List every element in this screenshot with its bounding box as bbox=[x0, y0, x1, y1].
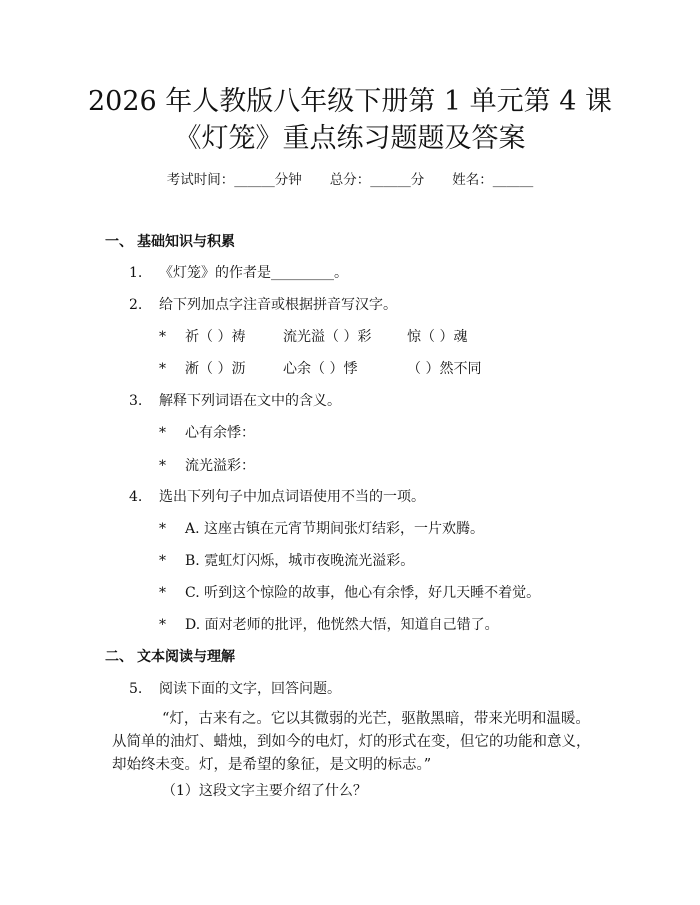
question-5-sub-1: （1）这段文字主要介绍了什么？ bbox=[162, 783, 367, 799]
question-5: 5. 阅读下面的文字，回答问题。 bbox=[129, 681, 341, 697]
question-3-item: * 流光溢彩： bbox=[159, 458, 255, 474]
section-heading: 一、 基础知识与积累 bbox=[105, 234, 235, 250]
exam-name: 姓名：______ bbox=[452, 172, 534, 188]
exam-time: 考试时间：______分钟 bbox=[166, 172, 302, 188]
question-4-option-c: * C. 听到这个惊险的故事，他心有余悸，好几天睡不着觉。 bbox=[159, 585, 541, 601]
question-4-option-a: * A. 这座古镇在元宵节期间张灯结彩，一片欢腾。 bbox=[159, 521, 485, 537]
doc-title-line2: 《灯笼》重点练习题题及答案 bbox=[174, 123, 526, 154]
reading-passage: “灯，古来有之。它以其微弱的光芒，驱散黑暗，带来光明和温暖。从简单的油灯、蜡烛，到如今的电灯，灯的形式在变，但它的功能和意义，却始终未变。灯，是希望的象征，是文明的标志。” bbox=[112, 711, 591, 773]
question-4-option-d: * D. 面对老师的批评，他恍然大悟，知道自己错了。 bbox=[159, 617, 499, 633]
section-heading: 二、 文本阅读与理解 bbox=[105, 649, 235, 665]
question-3-item: * 心有余悸： bbox=[159, 425, 255, 441]
question-2-row-2: * 淅（ ）沥 心余（ ）悸 （ ）然不同 bbox=[159, 361, 482, 377]
exam-score: 总分：______分 bbox=[329, 172, 425, 188]
question-3: 3. 解释下列词语在文中的含义。 bbox=[129, 393, 341, 409]
question-1: 1. 《灯笼》的作者是_________。 bbox=[129, 265, 348, 281]
question-4-option-b: * B. 霓虹灯闪烁，城市夜晚流光溢彩。 bbox=[159, 553, 415, 569]
question-2: 2. 给下列加点字注音或根据拼音写汉字。 bbox=[129, 297, 397, 313]
exam-meta bbox=[0, 168, 700, 188]
question-4: 4. 选出下列句子中加点词语使用不当的一项。 bbox=[129, 489, 425, 505]
question-2-row-1: * 祈（ ）祷 流光溢（ ）彩 惊（ ）魂 bbox=[159, 329, 468, 345]
doc-title-line1: 2026 年人教版八年级下册第 1 单元第 4 课 bbox=[88, 86, 612, 117]
